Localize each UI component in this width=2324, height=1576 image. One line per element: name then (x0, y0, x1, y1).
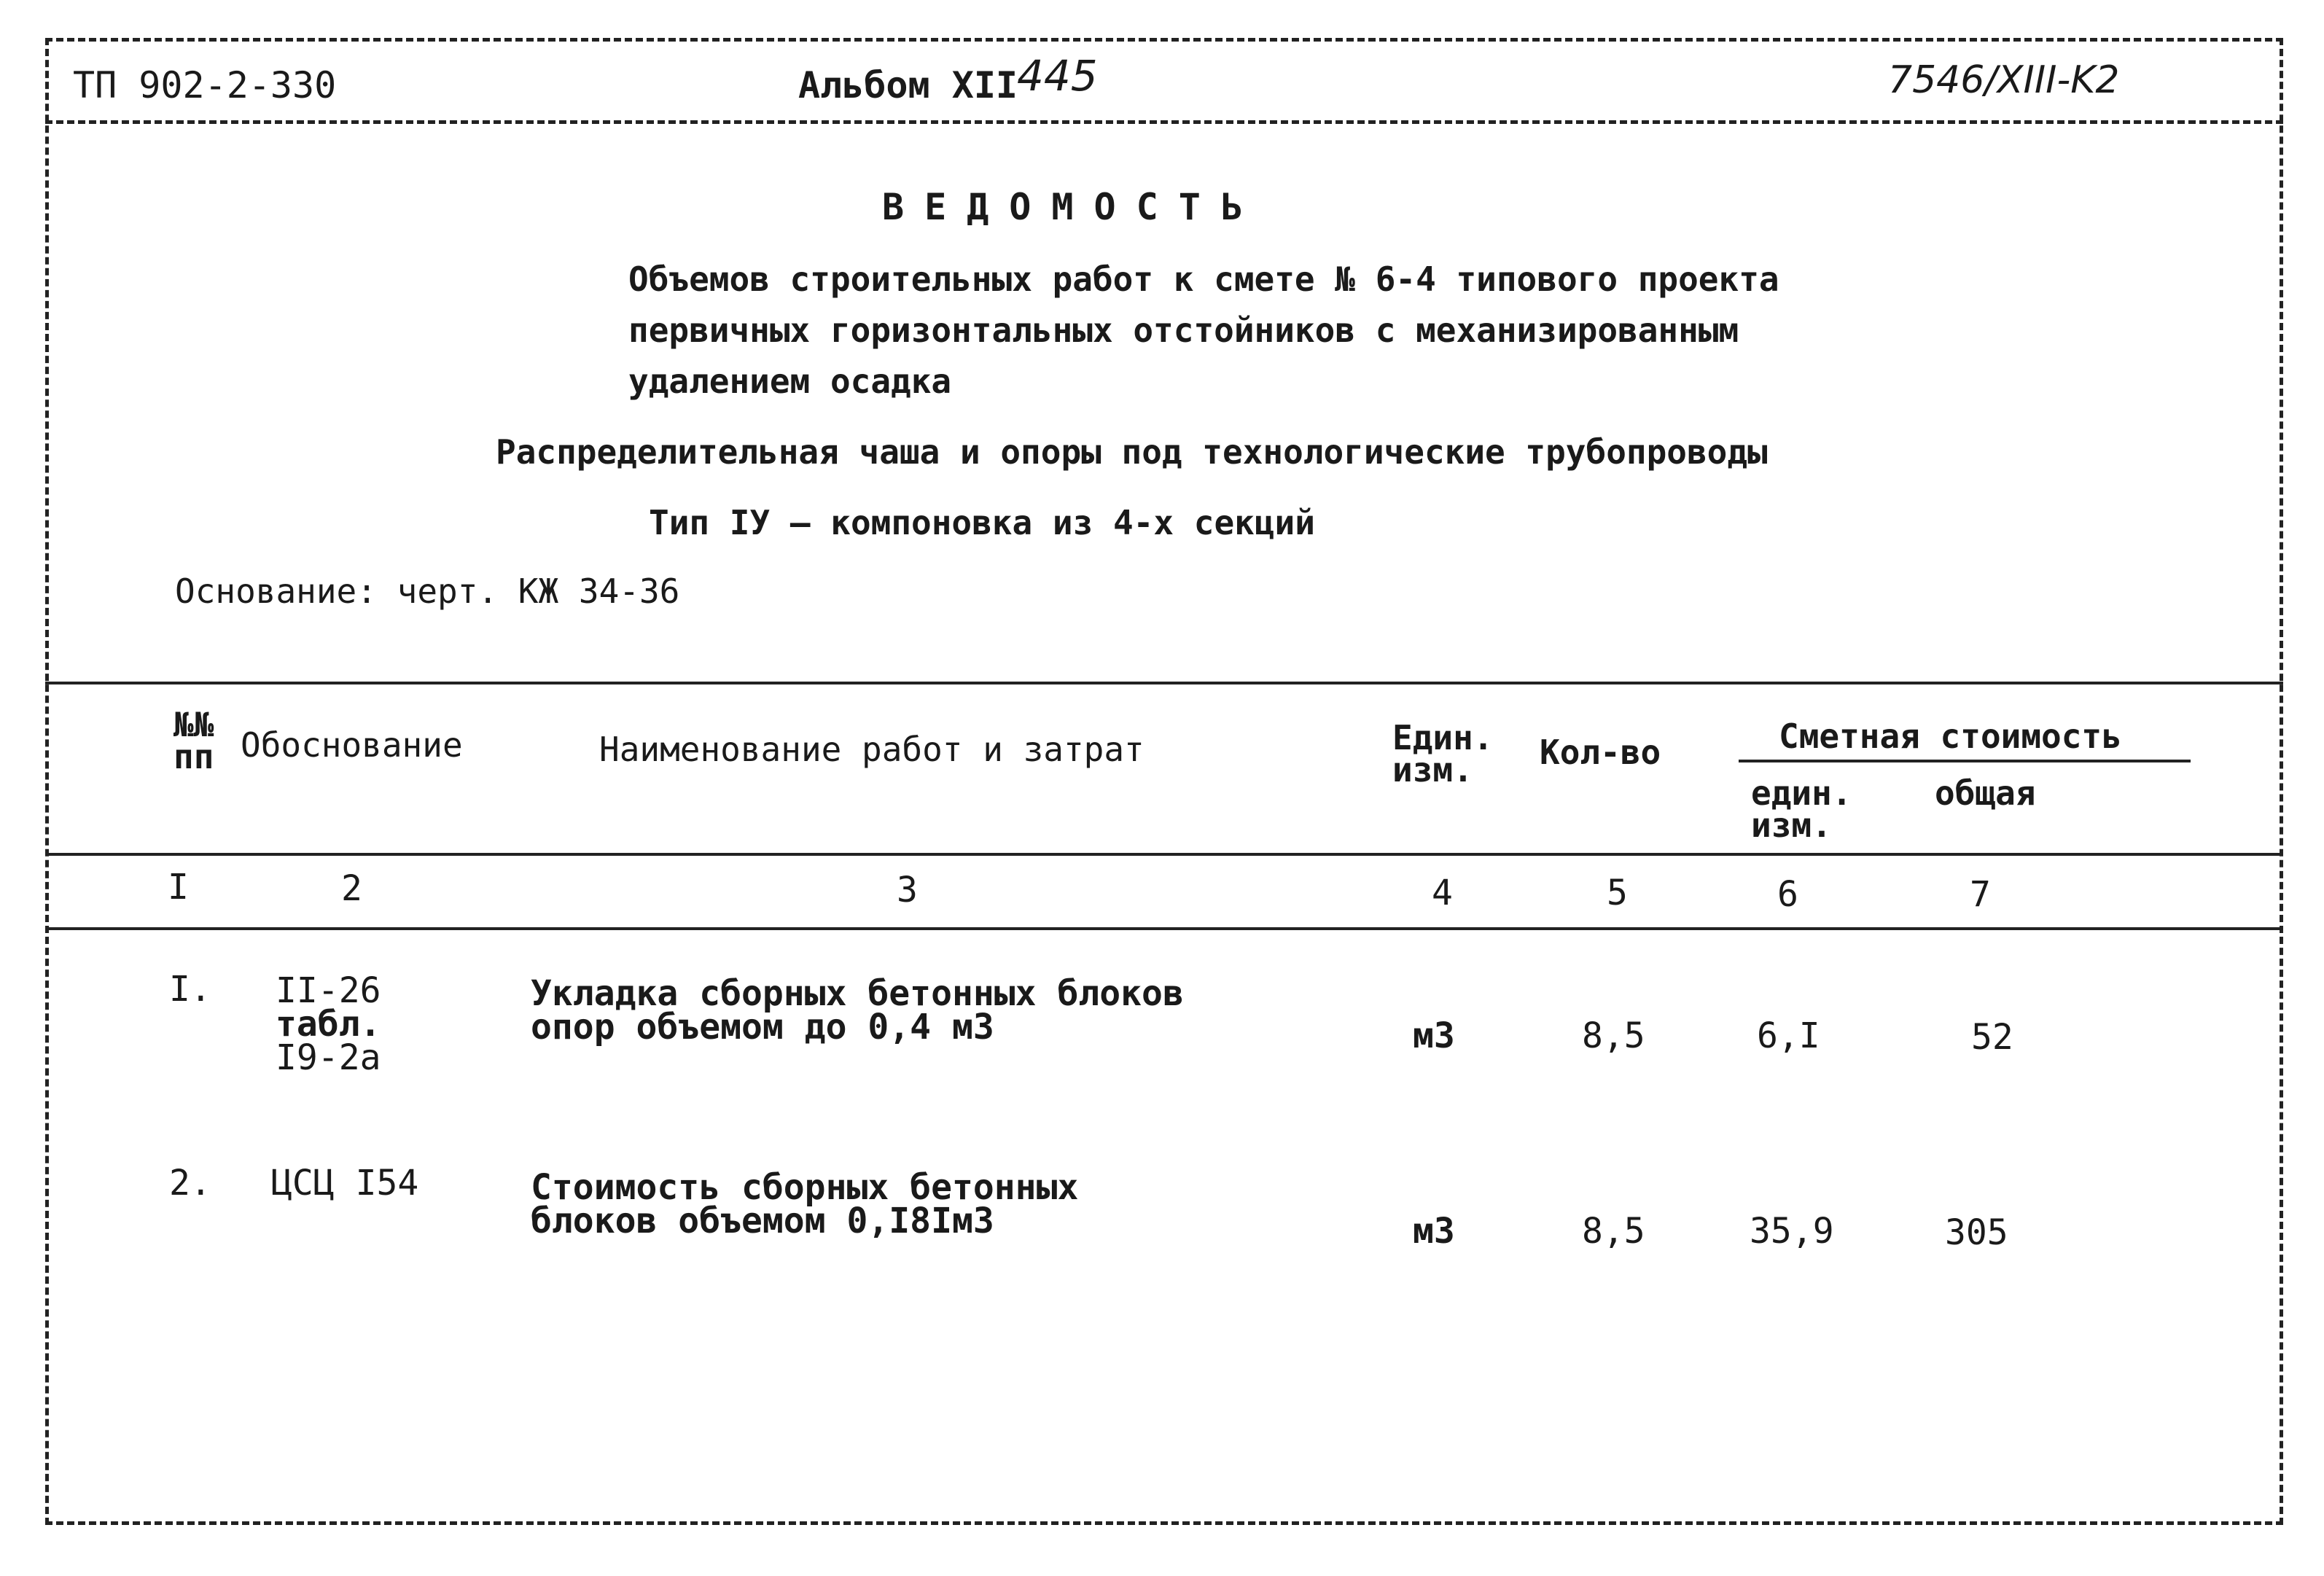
row-1-basis-line-3: I9-2а (276, 1037, 381, 1078)
project-code: ТП 902-2-330 (73, 64, 337, 106)
row-1-name-line-2: опор объемом до 0,4 м3 (531, 1007, 994, 1048)
row-2-qty: 8,5 (1582, 1211, 1645, 1252)
cost-group-rule (1739, 760, 2191, 762)
section-title: Распределительная чаша и опоры под технологические трубопроводы (496, 432, 1768, 472)
subtitle-line-2: первичных горизонтальных отстойников с механизированным (628, 311, 1739, 350)
row-1-basis-line-2: табл. (276, 1004, 381, 1045)
document-code: 7546/XIII-K2 (1888, 58, 2120, 102)
row-2-basis-line-1: ЦСЦ I54 (271, 1163, 419, 1204)
row-1-cost-total: 52 (1971, 1017, 2013, 1058)
header-cost-unit-line-2: изм. (1751, 805, 1832, 845)
row-1-qty: 8,5 (1582, 1015, 1645, 1056)
row-1-cost-unit: 6,I (1757, 1015, 1820, 1056)
table-numbers-rule (45, 927, 2283, 930)
header-basis: Обоснование (241, 725, 463, 765)
header-num-line-1: №№ (173, 705, 214, 744)
header-cost-total: общая (1935, 773, 2036, 813)
header-name: Наименование работ и затрат (599, 730, 1145, 769)
row-2-cost-unit: 35,9 (1750, 1211, 1834, 1252)
row-2-cost-total: 305 (1945, 1212, 2008, 1253)
row-1-unit: м3 (1413, 1015, 1455, 1056)
header-unit-line-1: Един. (1392, 718, 1494, 757)
type-line: Тип IУ – компоновка из 4-х секций (649, 503, 1315, 542)
column-number-1: I (168, 867, 189, 908)
column-number-3: 3 (897, 870, 918, 910)
row-2-name-line-2: блоков объемом 0,I8Iм3 (531, 1201, 994, 1241)
row-2-num: 2. (169, 1163, 211, 1204)
row-1-name-line-1: Укладка сборных бетонных блоков (531, 973, 1184, 1014)
album-label: Альбом XII (798, 64, 1018, 106)
row-2-name-line-1: Стоимость сборных бетонных (531, 1167, 1079, 1208)
subtitle-line-1: Объемов строительных работ к смете № 6-4 типового проекта (628, 260, 1779, 299)
column-number-5: 5 (1607, 873, 1628, 913)
table-top-rule (45, 682, 2283, 684)
column-number-6: 6 (1777, 874, 1798, 915)
row-1-basis-line-1: II-26 (276, 970, 381, 1011)
header-cost-unit-line-1: един. (1751, 773, 1852, 813)
subtitle-line-3: удалением осадка (628, 362, 952, 401)
header-num-line-2: пп (173, 737, 214, 776)
header-divider (45, 120, 2283, 124)
header-cost-group: Сметная стоимость (1779, 717, 2122, 756)
column-number-7: 7 (1970, 874, 1991, 915)
table-header-rule (45, 853, 2283, 856)
column-number-2: 2 (341, 868, 362, 909)
album-number: 445 (1017, 51, 1098, 101)
column-number-4: 4 (1432, 873, 1453, 913)
header-qty: Кол-во (1540, 733, 1661, 772)
basis-line: Основание: черт. КЖ 34-36 (175, 572, 680, 611)
row-1-num: I. (169, 969, 211, 1010)
header-unit-line-2: изм. (1392, 750, 1473, 789)
document-title: ВЕДОМОСТЬ (882, 186, 1263, 228)
row-2-unit: м3 (1413, 1211, 1455, 1252)
